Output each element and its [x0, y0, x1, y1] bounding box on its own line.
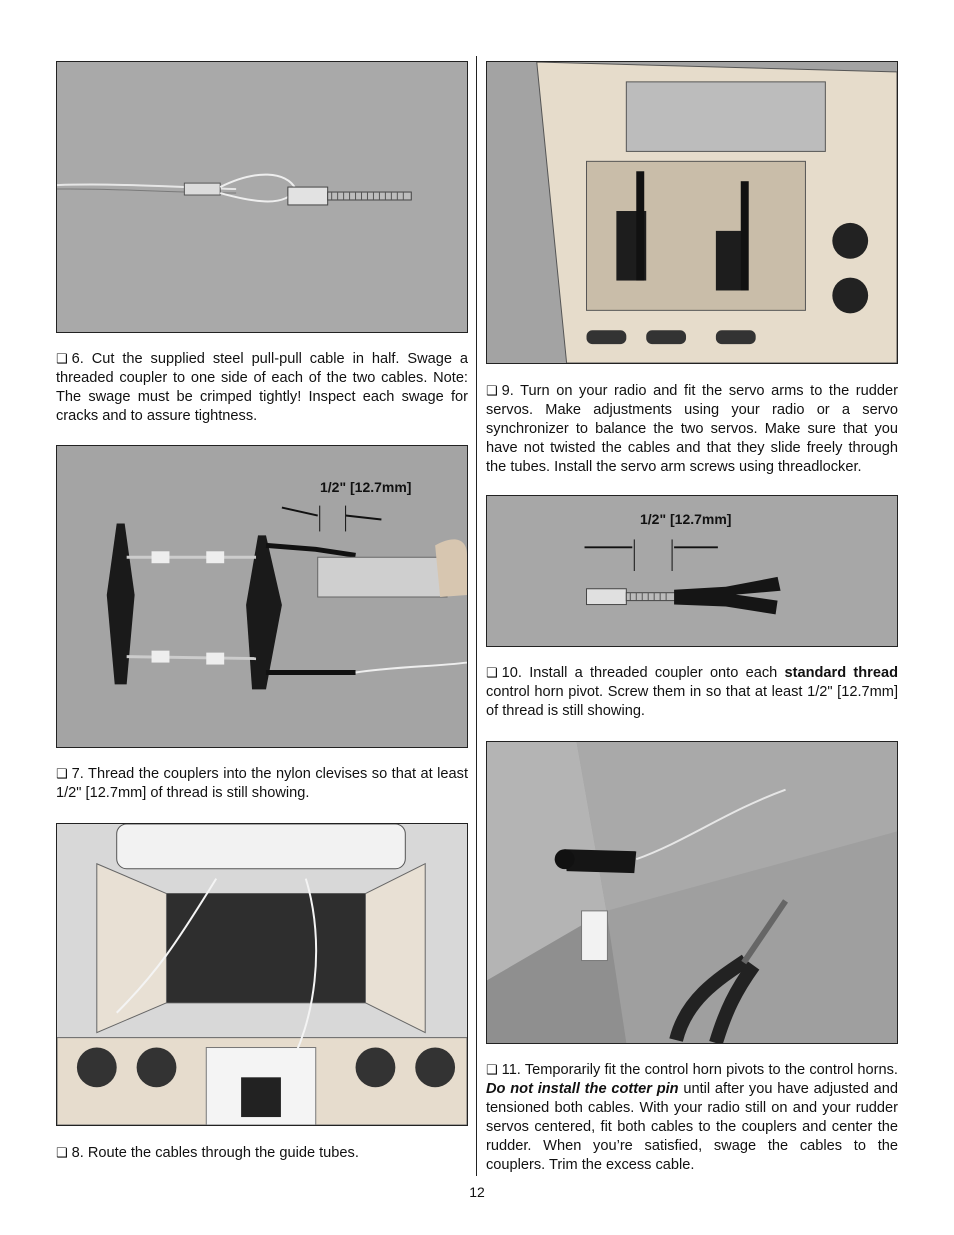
- step-6-text: 6. Cut the supplied steel pull-pull cable in half. Swage a threaded coupler to one side of each of the two cables. Note: The swage must be crimped tightly! Inspect each swage for cracks and to assure tightness.: [56, 351, 468, 424]
- checkbox-icon[interactable]: ❑: [486, 1063, 498, 1078]
- checkbox-icon[interactable]: ❑: [486, 384, 498, 399]
- measure-label-step10: 1/2" [12.7mm]: [640, 511, 732, 527]
- photo-guide-tubes: [56, 823, 468, 1126]
- column-divider: [476, 56, 477, 1176]
- page-number: 12: [469, 1184, 485, 1200]
- step-8-text: 8. Route the cables through the guide tubes.: [71, 1145, 359, 1161]
- photo-swaged-cable: [56, 61, 468, 333]
- step-8: [56, 1144, 468, 1163]
- photo-rudder-servos: [486, 61, 898, 364]
- checkbox-icon[interactable]: ❑: [56, 352, 68, 367]
- step-9: [486, 382, 898, 477]
- step-7-text: 7. Thread the couplers into the nylon clevises so that at least 1/2" [12.7mm] of thread is still showing.: [56, 766, 468, 801]
- checkbox-icon[interactable]: ❑: [56, 767, 68, 782]
- step-6: [56, 350, 468, 426]
- step-7: [56, 765, 468, 803]
- measure-label-step7: 1/2" [12.7mm]: [320, 479, 412, 495]
- photo-control-horn-pliers: [486, 741, 898, 1044]
- step-9-text: 9. Turn on your radio and fit the servo arms to the rudder servos. Make adjustments using your radio or a servo synchronizer to balance the two servos. Make sure that you have not twisted the cables and that they slide freely through the tubes. Install the servo arm screws using threadlocker.: [486, 383, 898, 475]
- step-10: ❑ 10. Install a threaded coupler onto each standard thread control horn pivot. Screw them in so that at least 1/2" [12.7mm] of thread is still showing.: [486, 665, 899, 719]
- step-11: ❑ 11. Temporarily fit the control horn pivots to the control horns. Do not install the cotter pin until after you have adjusted and tensioned both cables. With your radio still on and your rudder servos centered, fit both cables to the couplers and center the rudder. When you’re satisfied, swage the cables to the couplers. Trim the excess cable.: [486, 1062, 898, 1173]
- checkbox-icon[interactable]: ❑: [486, 666, 498, 681]
- checkbox-icon[interactable]: ❑: [56, 1146, 68, 1161]
